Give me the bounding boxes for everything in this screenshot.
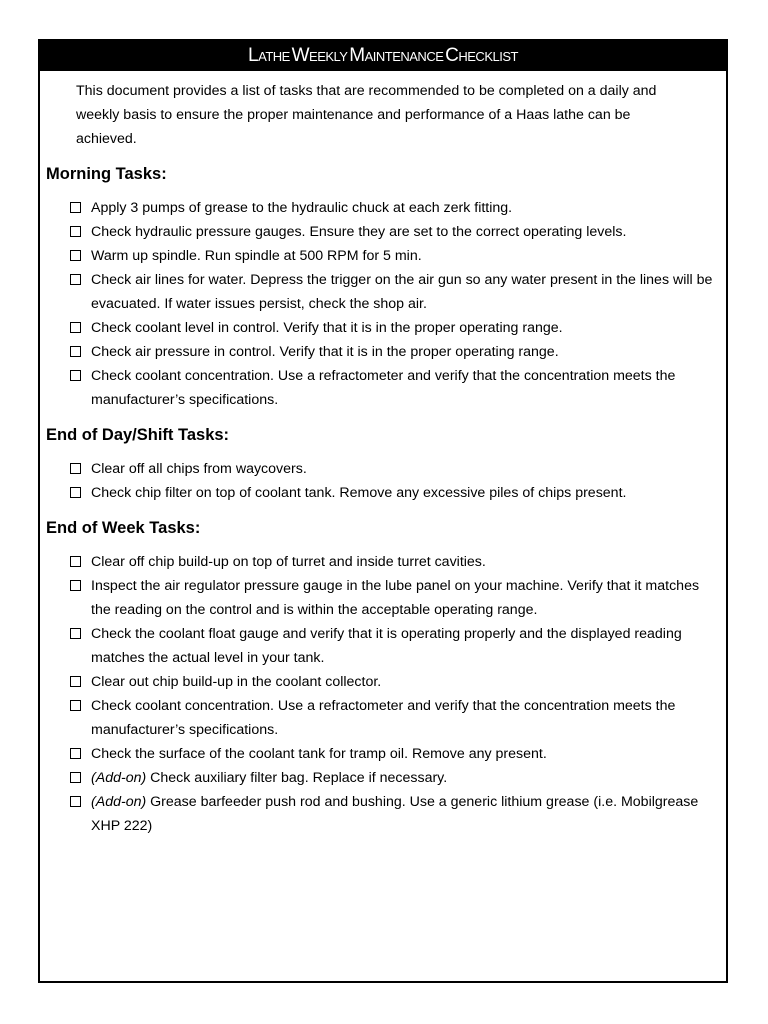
task-item bbox=[70, 196, 718, 220]
task-item bbox=[70, 481, 718, 505]
checkbox[interactable] bbox=[70, 748, 81, 759]
morning-tasks-heading: Morning Tasks: bbox=[46, 165, 167, 183]
end-of-week-task-list bbox=[70, 550, 718, 838]
task-text: Clear off chip build-up on top of turret and inside turret cavities. bbox=[91, 554, 486, 570]
task-item bbox=[70, 316, 718, 340]
addon-tag: (Add-on) bbox=[91, 770, 147, 786]
task-item bbox=[70, 694, 718, 742]
checkbox[interactable] bbox=[70, 274, 81, 285]
task-text bbox=[91, 766, 718, 790]
task-text: Check coolant concentration. Use a refractometer and verify that the concentration meets the manufacturer’s specifications. bbox=[91, 368, 676, 408]
end-of-week-heading: End of Week Tasks: bbox=[46, 519, 201, 537]
task-text: Check air pressure in control. Verify that it is in the proper operating range. bbox=[91, 344, 559, 360]
morning-task-list bbox=[70, 196, 718, 412]
checkbox[interactable] bbox=[70, 676, 81, 687]
task-item bbox=[70, 364, 718, 412]
task-item bbox=[70, 742, 718, 766]
task-text: Check the surface of the coolant tank for tramp oil. Remove any present. bbox=[91, 746, 547, 762]
addon-text: Grease barfeeder push rod and bushing. Use a generic lithium grease (i.e. Mobilgrease XHP 222) bbox=[91, 794, 699, 834]
task-text: Check chip filter on top of coolant tank. Remove any excessive piles of chips present. bbox=[91, 485, 627, 501]
task-text: Warm up spindle. Run spindle at 500 RPM for 5 min. bbox=[91, 248, 422, 264]
task-item bbox=[70, 550, 718, 574]
task-item bbox=[70, 244, 718, 268]
task-text: Check air lines for water. Depress the trigger on the air gun so any water present in the lines will be evacuated. If water issues persist, check the shop air. bbox=[91, 272, 713, 312]
checkbox[interactable] bbox=[70, 700, 81, 711]
task-text: Check coolant concentration. Use a refractometer and verify that the concentration meets the manufacturer’s specifications. bbox=[91, 698, 676, 738]
task-item bbox=[70, 220, 718, 244]
checkbox[interactable] bbox=[70, 322, 81, 333]
checkbox[interactable] bbox=[70, 556, 81, 567]
checklist-document bbox=[38, 39, 728, 983]
checkbox[interactable] bbox=[70, 628, 81, 639]
checkbox[interactable] bbox=[70, 370, 81, 381]
task-text: Clear out chip build-up in the coolant collector. bbox=[91, 674, 382, 690]
checkbox[interactable] bbox=[70, 796, 81, 807]
task-item bbox=[70, 670, 718, 694]
checkbox[interactable] bbox=[70, 487, 81, 498]
task-item bbox=[70, 340, 718, 364]
checkbox[interactable] bbox=[70, 202, 81, 213]
intro-paragraph: This document provides a list of tasks that are recommended to be completed on a daily and weekly basis to ensure the proper maintenance and performance of a Haas lathe can be achieved. bbox=[76, 83, 657, 147]
checkbox[interactable] bbox=[70, 226, 81, 237]
checkbox[interactable] bbox=[70, 250, 81, 261]
task-item bbox=[70, 268, 718, 316]
checkbox[interactable] bbox=[70, 580, 81, 591]
task-text: Clear off all chips from waycovers. bbox=[91, 461, 307, 477]
task-text: Apply 3 pumps of grease to the hydraulic chuck at each zerk fitting. bbox=[91, 200, 513, 216]
checkbox[interactable] bbox=[70, 463, 81, 474]
task-item bbox=[70, 622, 718, 670]
task-item bbox=[70, 574, 718, 622]
addon-task-item bbox=[70, 766, 718, 790]
checkbox[interactable] bbox=[70, 346, 81, 357]
task-item bbox=[70, 457, 718, 481]
addon-task-item bbox=[70, 790, 718, 838]
task-text: Inspect the air regulator pressure gauge in the lube panel on your machine. Verify that it matches the reading on the control and is within the acceptable operating range. bbox=[91, 578, 700, 618]
end-of-day-heading: End of Day/Shift Tasks: bbox=[46, 426, 230, 444]
task-text: Check hydraulic pressure gauges. Ensure they are set to the correct operating levels. bbox=[91, 224, 627, 240]
addon-tag: (Add-on) bbox=[91, 794, 147, 810]
document-title: Lathe Weekly Maintenance Checklist bbox=[40, 41, 726, 71]
checkbox[interactable] bbox=[70, 772, 81, 783]
task-text bbox=[91, 790, 718, 838]
task-text: Check coolant level in control. Verify that it is in the proper operating range. bbox=[91, 320, 563, 336]
end-of-day-task-list bbox=[70, 457, 718, 505]
task-text: Check the coolant float gauge and verify that it is operating properly and the displayed reading matches the actual level in your tank. bbox=[91, 626, 682, 666]
addon-text: Check auxiliary filter bag. Replace if necessary. bbox=[146, 770, 448, 786]
